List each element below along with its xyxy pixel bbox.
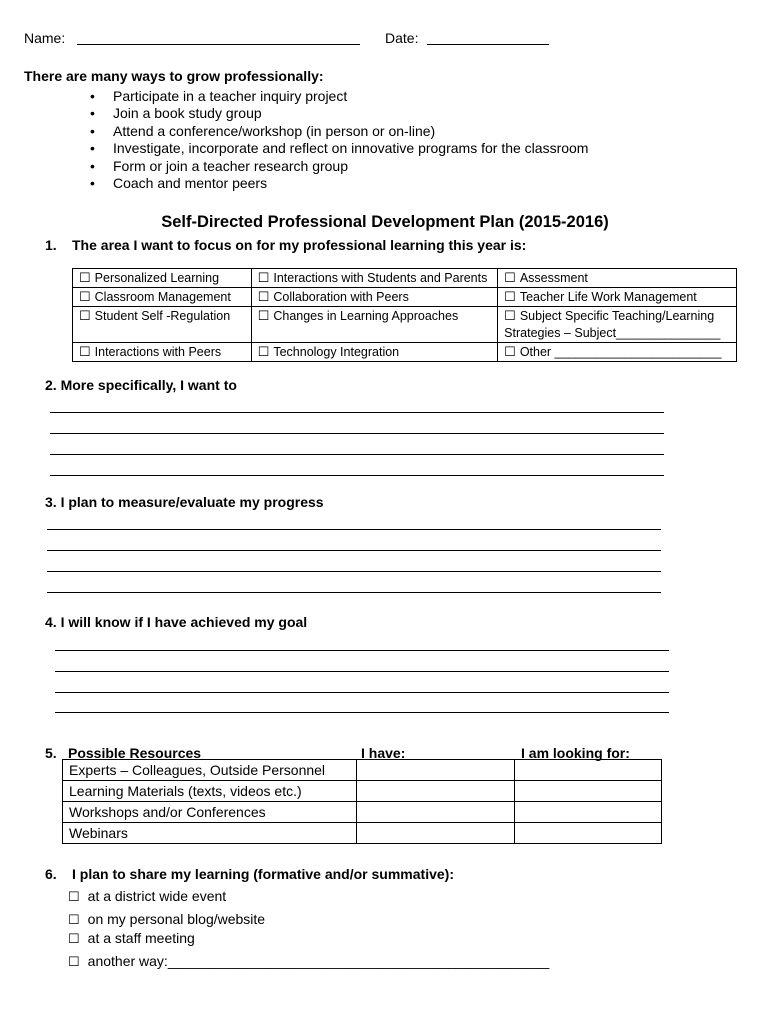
focus-option[interactable]: ☐ Changes in Learning Approaches — [251, 307, 497, 343]
answer-line[interactable] — [50, 454, 664, 455]
list-item: • Coach and mentor peers — [92, 175, 588, 192]
q5-number: 5. — [45, 745, 57, 761]
list-item: • Form or join a teacher research group — [92, 158, 588, 175]
answer-line[interactable] — [55, 692, 669, 693]
name-field[interactable] — [77, 44, 360, 45]
focus-option[interactable]: ☐ Interactions with Peers — [73, 343, 252, 362]
date-field[interactable] — [427, 44, 549, 45]
looking-for-cell[interactable] — [515, 823, 662, 844]
q3-question: 3. I plan to measure/evaluate my progress — [45, 494, 324, 510]
i-have-cell[interactable] — [356, 802, 515, 823]
focus-option[interactable]: ☐ Other ________________________ — [498, 343, 737, 362]
focus-option[interactable]: ☐ Subject Specific Teaching/Learning Strategies – Subject_______________ — [498, 307, 737, 343]
share-option[interactable]: ☐ at a district wide event — [68, 888, 227, 904]
resource-label: Workshops and/or Conferences — [63, 802, 357, 823]
date-label: Date: — [385, 30, 419, 46]
list-item: • Participate in a teacher inquiry project — [92, 88, 588, 105]
checkbox-icon[interactable]: ☐ — [504, 289, 516, 304]
page-title: Self-Directed Professional Development Plan (2015-2016) — [161, 213, 609, 231]
share-option[interactable]: ☐ another way:_________________________________________________ — [68, 953, 550, 969]
answer-line[interactable] — [55, 650, 669, 651]
checkbox-icon[interactable]: ☐ — [68, 954, 80, 969]
checkbox-icon[interactable]: ☐ — [257, 308, 270, 323]
looking-for-cell[interactable] — [515, 802, 662, 823]
checkbox-icon[interactable]: ☐ — [79, 344, 91, 359]
table-row — [63, 781, 662, 802]
focus-option[interactable]: ☐ Classroom Management — [73, 288, 252, 307]
q6-question: I plan to share my learning (formative and/or summative): — [72, 866, 454, 882]
focus-area-table — [72, 268, 737, 362]
i-have-cell[interactable] — [356, 781, 515, 802]
focus-option[interactable]: ☐ Interactions with Students and Parents — [251, 269, 497, 288]
answer-line[interactable] — [50, 433, 664, 434]
intro-heading: There are many ways to grow professionally: — [24, 68, 324, 84]
answer-line[interactable] — [47, 571, 661, 572]
checkbox-icon[interactable]: ☐ — [79, 270, 91, 285]
looking-for-cell[interactable] — [515, 760, 662, 781]
focus-option[interactable]: ☐ Collaboration with Peers — [251, 288, 497, 307]
q2-question: 2. More specifically, I want to — [45, 377, 237, 393]
list-item: • Investigate, incorporate and reflect on innovative programs for the classroom — [92, 140, 588, 157]
resources-header: Possible Resources — [68, 745, 202, 761]
answer-line[interactable] — [55, 712, 669, 713]
looking-for-header: I am looking for: — [521, 745, 630, 761]
answer-line[interactable] — [47, 592, 661, 593]
checkbox-icon[interactable]: ☐ — [79, 289, 91, 304]
checkbox-icon[interactable]: ☐ — [79, 308, 91, 323]
table-row — [63, 802, 662, 823]
focus-option[interactable]: ☐ Student Self -Regulation — [73, 307, 252, 343]
focus-option[interactable]: ☐ Personalized Learning — [73, 269, 252, 288]
i-have-header: I have: — [361, 745, 406, 761]
resource-label: Webinars — [63, 823, 357, 844]
i-have-cell[interactable] — [356, 823, 515, 844]
checkbox-icon[interactable]: ☐ — [257, 344, 270, 359]
resource-label: Learning Materials (texts, videos etc.) — [63, 781, 357, 802]
answer-line[interactable] — [47, 550, 661, 551]
subject-line: Strategies – Subject_______________ — [504, 326, 721, 340]
q4-question: 4. I will know if I have achieved my goal — [45, 614, 308, 630]
name-label: Name: — [24, 30, 66, 46]
checkbox-icon[interactable]: ☐ — [68, 889, 80, 904]
share-option[interactable]: ☐ on my personal blog/website — [68, 911, 266, 927]
list-item: • Join a book study group — [92, 105, 588, 122]
checkbox-icon[interactable]: ☐ — [68, 931, 80, 946]
checkbox-icon[interactable]: ☐ — [504, 308, 516, 323]
checkbox-icon[interactable]: ☐ — [257, 270, 270, 285]
focus-option[interactable]: ☐ Teacher Life Work Management — [498, 288, 737, 307]
focus-option[interactable]: ☐ Assessment — [498, 269, 737, 288]
focus-option[interactable]: ☐ Technology Integration — [251, 343, 497, 362]
checkbox-icon[interactable]: ☐ — [68, 912, 80, 927]
checkbox-icon[interactable]: ☐ — [257, 289, 270, 304]
q1-number: 1. — [45, 237, 57, 253]
q6-number: 6. — [45, 866, 57, 882]
q1-question: The area I want to focus on for my professional learning this year is: — [72, 237, 527, 253]
resource-label: Experts – Colleagues, Outside Personnel — [63, 760, 357, 781]
i-have-cell[interactable] — [356, 760, 515, 781]
table-row — [63, 760, 662, 781]
table-row — [63, 823, 662, 844]
looking-for-cell[interactable] — [515, 781, 662, 802]
resources-table — [62, 759, 662, 844]
answer-line[interactable] — [50, 412, 664, 413]
checkbox-icon[interactable]: ☐ — [504, 270, 516, 285]
checkbox-icon[interactable]: ☐ — [504, 344, 516, 359]
answer-line[interactable] — [50, 475, 664, 476]
answer-line[interactable] — [55, 671, 669, 672]
answer-line[interactable] — [47, 529, 661, 530]
share-option[interactable]: ☐ at a staff meeting — [68, 930, 195, 946]
intro-bullet-list — [92, 88, 588, 192]
list-item: • Attend a conference/workshop (in person or on-line) — [92, 123, 588, 140]
